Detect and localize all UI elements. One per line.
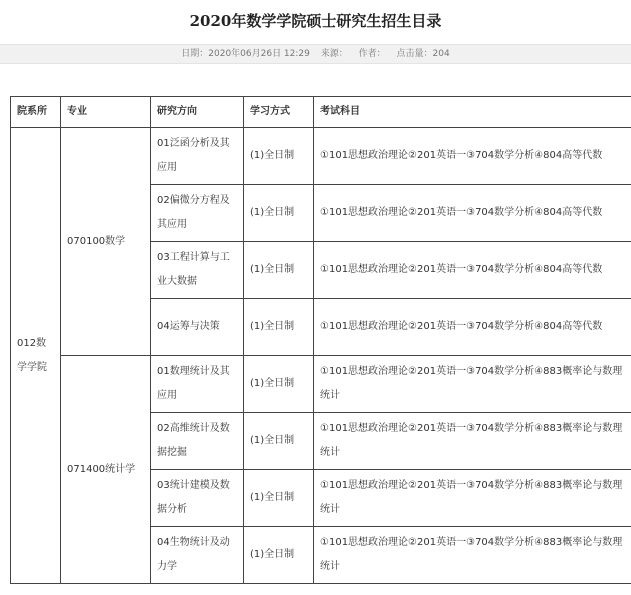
date-value: 2020年06月26日 12:29 — [208, 49, 310, 59]
direction-cell: 02偏微分方程及其应用 — [151, 185, 244, 242]
exam-subjects-cell: ①101思想政治理论②201英语一③704数学分析④804高等代数 — [314, 128, 631, 185]
direction-cell: 04生物统计及动力学 — [151, 527, 244, 584]
table-row — [11, 356, 631, 413]
exam-subjects-cell: ①101思想政治理论②201英语一③704数学分析④883概率论与数理统计 — [314, 527, 631, 584]
page-title: 2020年数学学院硕士研究生招生目录 — [189, 12, 442, 30]
major-cell: 071400统计学 — [61, 356, 151, 584]
major-cell: 070100数学 — [61, 128, 151, 356]
header-direction: 研究方向 — [151, 97, 244, 128]
header-exam-subjects: 考试科目 — [314, 97, 631, 128]
study-mode-cell: (1)全日制 — [244, 185, 314, 242]
study-mode-cell: (1)全日制 — [244, 128, 314, 185]
exam-subjects-cell: ①101思想政治理论②201英语一③704数学分析④804高等代数 — [314, 185, 631, 242]
study-mode-cell: (1)全日制 — [244, 299, 314, 356]
exam-subjects-cell: ①101思想政治理论②201英语一③704数学分析④883概率论与数理统计 — [314, 356, 631, 413]
article-meta-bar — [0, 44, 631, 64]
exam-subjects-cell: ①101思想政治理论②201英语一③704数学分析④804高等代数 — [314, 299, 631, 356]
direction-cell: 01数理统计及其应用 — [151, 356, 244, 413]
table-header-row — [11, 97, 631, 128]
study-mode-cell: (1)全日制 — [244, 413, 314, 470]
hits-meta — [397, 49, 450, 59]
header-study-mode: 学习方式 — [244, 97, 314, 128]
exam-subjects-cell: ①101思想政治理论②201英语一③704数学分析④804高等代数 — [314, 242, 631, 299]
exam-subjects-cell: ①101思想政治理论②201英语一③704数学分析④883概率论与数理统计 — [314, 470, 631, 527]
direction-cell: 02高维统计及数据挖掘 — [151, 413, 244, 470]
date-label: 日期： — [181, 49, 209, 59]
header-department: 院系所 — [11, 97, 61, 128]
study-mode-cell: (1)全日制 — [244, 356, 314, 413]
admission-catalog-table — [10, 96, 631, 584]
author-label: 作者： — [358, 49, 386, 59]
hits-label: 点击量： — [396, 49, 433, 59]
study-mode-cell: (1)全日制 — [244, 527, 314, 584]
direction-cell: 03统计建模及数据分析 — [151, 470, 244, 527]
table-row — [11, 128, 631, 185]
header-major: 专业 — [61, 97, 151, 128]
date-meta — [181, 49, 310, 59]
hits-value: 204 — [432, 49, 450, 59]
direction-cell: 04运筹与决策 — [151, 299, 244, 356]
study-mode-cell: (1)全日制 — [244, 470, 314, 527]
study-mode-cell: (1)全日制 — [244, 242, 314, 299]
department-cell: 012数学学院 — [11, 128, 61, 584]
direction-cell: 03工程计算与工业大数据 — [151, 242, 244, 299]
direction-cell: 01泛函分析及其应用 — [151, 128, 244, 185]
exam-subjects-cell: ①101思想政治理论②201英语一③704数学分析④883概率论与数理统计 — [314, 413, 631, 470]
source-label: 来源： — [320, 49, 348, 59]
